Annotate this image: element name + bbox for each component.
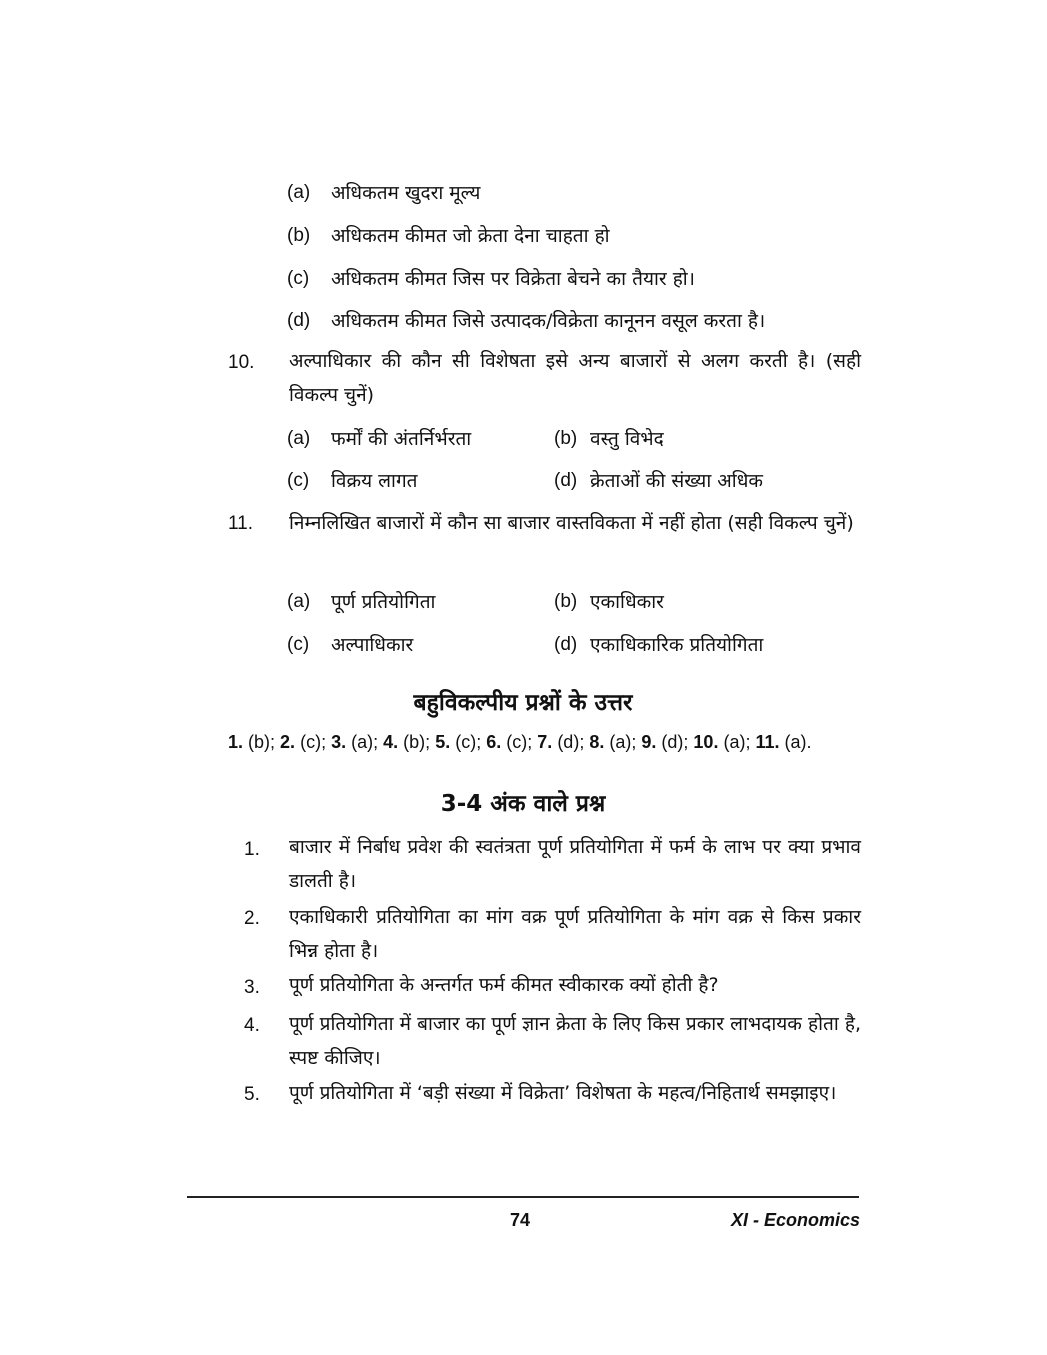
option-label: (d)	[554, 634, 578, 655]
answer-number: 10.	[693, 732, 719, 752]
option-text: एकाधिकार	[590, 591, 664, 613]
question-number: 3.	[244, 977, 260, 998]
option-text: अधिकतम कीमत जिस पर विक्रेता बेचने का तैयार हो।	[331, 268, 695, 290]
option-text: अधिकतम कीमत जो क्रेता देना चाहता हो	[331, 225, 610, 247]
answer-number: 4.	[383, 732, 399, 752]
question-number: 11.	[228, 513, 254, 534]
option-text: विक्रय लागत	[331, 470, 418, 492]
option-label: (c)	[287, 268, 310, 289]
option-label: (b)	[554, 428, 578, 449]
answer-value: (d)	[661, 732, 684, 752]
question-number: 5.	[244, 1084, 260, 1105]
option-label: (a)	[287, 182, 311, 203]
footer-rule	[187, 1196, 859, 1198]
option-text: पूर्ण प्रतियोगिता	[331, 591, 436, 613]
question-text: पूर्ण प्रतियोगिता में बाजार का पूर्ण ज्ञान क्रेता के लिए किस प्रकार लाभदायक होता है, स्पष्ट कीजिए।	[289, 1013, 861, 1069]
answer-number: 1.	[228, 732, 244, 752]
option-text: फर्मों की अंतर्निर्भरता	[331, 428, 472, 450]
option-label: (d)	[287, 310, 311, 331]
option-text: अधिकतम खुदरा मूल्य	[331, 182, 481, 204]
question-number: 4.	[244, 1015, 260, 1036]
option-text: अधिकतम कीमत जिसे उत्पादक/विक्रेता कानूनन वसूल करता है।	[331, 310, 766, 332]
book-title: XI - Economics	[730, 1210, 860, 1230]
question-number: 10.	[228, 352, 255, 373]
question-number: 2.	[244, 908, 260, 929]
answer-value: (b)	[403, 732, 426, 752]
answer-value: (c)	[300, 732, 322, 752]
option-text: अल्पाधिकार	[331, 634, 414, 656]
question-number: 1.	[244, 839, 260, 860]
option-label: (b)	[554, 591, 578, 612]
answer-value: (a)	[351, 732, 374, 752]
answer-number: 7.	[537, 732, 553, 752]
question-text: एकाधिकारी प्रतियोगिता का मांग वक्र पूर्ण प्रतियोगिता के मांग वक्र से किस प्रकार भिन्न होता है।	[289, 906, 861, 962]
answer-number: 5.	[435, 732, 451, 752]
question-text: पूर्ण प्रतियोगिता में ‘बड़ी संख्या में विक्रेता’ विशेषता के महत्व/निहितार्थ समझाइए।	[289, 1082, 837, 1104]
section-heading: 3-4 अंक वाले प्रश्न	[440, 791, 606, 817]
question-text: बाजार में निर्बाध प्रवेश की स्वतंत्रता पूर्ण प्रतियोगिता में फर्म के लाभ पर क्या प्रभाव डालती है।	[289, 836, 861, 892]
option-label: (a)	[287, 428, 311, 449]
question-text: अल्पाधिकार की कौन सी विशेषता इसे अन्य बाजारों से अलग करती है। (सही विकल्प चुनें)	[289, 350, 861, 406]
answer-value: (d)	[557, 732, 580, 752]
question-text: पूर्ण प्रतियोगिता के अन्तर्गत फर्म कीमत स्वीकारक क्यों होती है?	[289, 974, 719, 996]
answer-value: (a)	[609, 732, 632, 752]
option-text: एकाधिकारिक प्रतियोगिता	[590, 634, 764, 656]
answer-number: 11.	[755, 732, 780, 752]
answer-number: 9.	[641, 732, 657, 752]
option-label: (c)	[287, 634, 310, 655]
answer-value: (a)	[723, 732, 746, 752]
option-label: (a)	[287, 591, 311, 612]
page-number: 74	[510, 1210, 531, 1230]
option-text: वस्तु विभेद	[590, 428, 664, 450]
answer-key: 1. (b); 2. (c); 3. (a); 4. (b); 5. (c); 6. (c); 7. (d); 8. (a); 9. (d); 10. (a); 11. (a).	[228, 732, 812, 752]
answers-heading: बहुविकल्पीय प्रश्नों के उत्तर	[413, 690, 633, 716]
answer-value: (c)	[455, 732, 477, 752]
answer-value: (b)	[248, 732, 271, 752]
answer-value: (c)	[506, 732, 528, 752]
option-text: क्रेताओं की संख्या अधिक	[590, 470, 764, 492]
answer-number: 8.	[589, 732, 605, 752]
question-text: निम्नलिखित बाजारों में कौन सा बाजार वास्तविकता में नहीं होता (सही विकल्प चुनें)	[289, 512, 854, 534]
answer-number: 3.	[331, 732, 347, 752]
answer-number: 2.	[280, 732, 296, 752]
option-label: (b)	[287, 225, 311, 246]
answer-number: 6.	[486, 732, 502, 752]
option-label: (c)	[287, 470, 310, 491]
answer-value: (a).	[784, 732, 812, 752]
option-label: (d)	[554, 470, 578, 491]
